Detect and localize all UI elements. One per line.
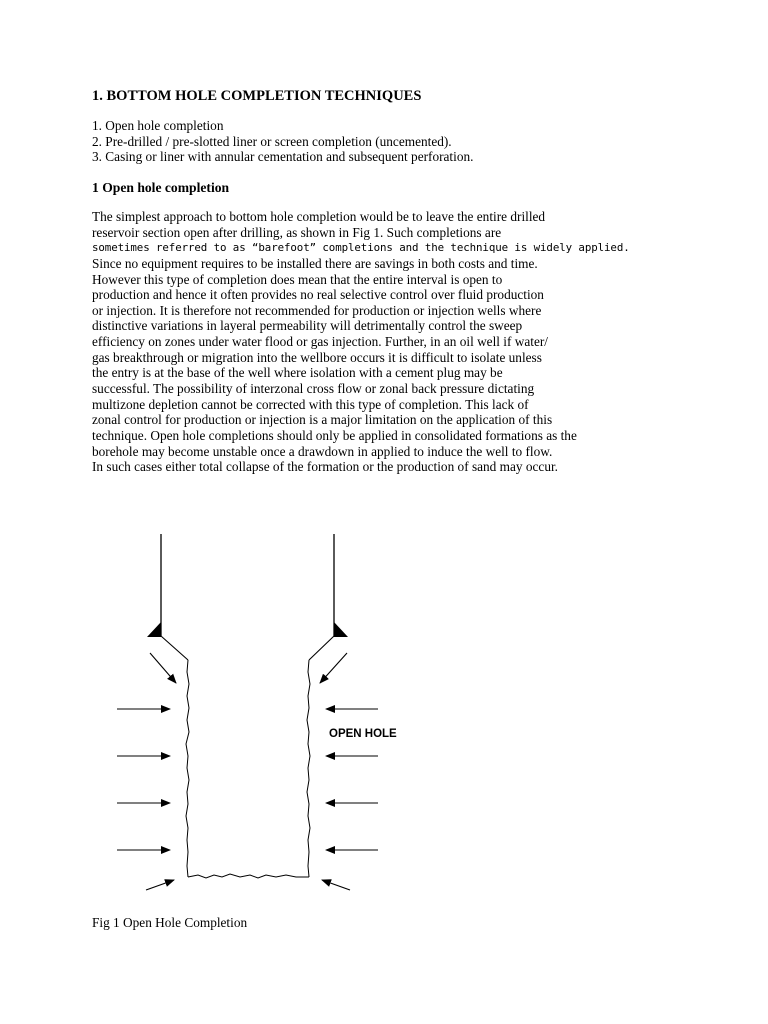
left-inflow-arrow bbox=[150, 653, 176, 683]
paragraph-line: multizone depletion cannot be corrected with this type of completion. This lack of bbox=[92, 396, 529, 412]
paragraph-line: reservoir section open after drilling, as shown in Fig 1. Such completions are bbox=[92, 224, 502, 240]
paragraph-line: borehole may become unstable once a drawdown in applied to induce the well to flow. bbox=[92, 443, 553, 459]
left-inflow-arrow bbox=[146, 880, 174, 890]
paragraph-line: In such cases either total collapse of the formation or the production of sand may occur. bbox=[92, 459, 558, 475]
figure-caption: Fig 1 Open Hole Completion bbox=[92, 915, 248, 930]
paragraph-line: successful. The possibility of interzonal cross flow or zonal back pressure dictating bbox=[92, 381, 535, 397]
list-item: 1. Open hole completion bbox=[92, 118, 224, 133]
subsection-title: 1 Open hole completion bbox=[92, 180, 230, 195]
paragraph-line: distinctive variations in layeral permeability will detrimentally control the sweep bbox=[92, 318, 523, 334]
paragraph-line: The simplest approach to bottom hole completion would be to leave the entire drilled bbox=[92, 209, 546, 224]
paragraph-line: zonal control for production or injection is a major limitation on the application of this bbox=[92, 412, 553, 428]
paragraph-line: However this type of completion does mean that the entire interval is open to bbox=[92, 271, 503, 287]
paragraph-line: technique. Open hole completions should only be applied in consolidated formations as the bbox=[92, 427, 577, 443]
section-title: 1. BOTTOM HOLE COMPLETION TECHNIQUES bbox=[92, 88, 422, 104]
right-casing-shoe bbox=[334, 622, 348, 637]
left-casing-shoe bbox=[147, 622, 161, 637]
left-taper bbox=[161, 636, 188, 660]
paragraph-line: or injection. It is therefore not recommended for production or injection wells where bbox=[92, 302, 542, 318]
paragraph-line: Since no equipment requires to be installed there are savings in both costs and time. bbox=[92, 255, 538, 271]
right-taper bbox=[309, 636, 334, 660]
paragraph-line: production and hence it often provides no real selective control over fluid production bbox=[92, 287, 544, 303]
right-open-hole-wall bbox=[307, 660, 310, 877]
paragraph-line: sometimes referred to as “barefoot” completions and the technique is widely applied. bbox=[92, 241, 630, 255]
open-hole-label: OPEN HOLE bbox=[329, 728, 397, 740]
left-open-hole-wall bbox=[186, 660, 189, 877]
list-item: 3. Casing or liner with annular cementation and subsequent perforation. bbox=[92, 149, 474, 165]
paragraph-line: the entry is at the base of the well where isolation with a cement plug may be bbox=[92, 365, 503, 381]
right-inflow-arrow bbox=[322, 880, 350, 890]
paragraph-line: efficiency on zones under water flood or gas injection. Further, in an oil well if water/ bbox=[92, 334, 548, 350]
paragraph-line: gas breakthrough or migration into the wellbore occurs it is difficult to isolate unless bbox=[92, 349, 542, 365]
hole-bottom bbox=[188, 874, 309, 878]
right-inflow-arrow bbox=[320, 653, 347, 683]
list-item: 2. Pre-drilled / pre-slotted liner or screen completion (uncemented). bbox=[92, 133, 452, 149]
